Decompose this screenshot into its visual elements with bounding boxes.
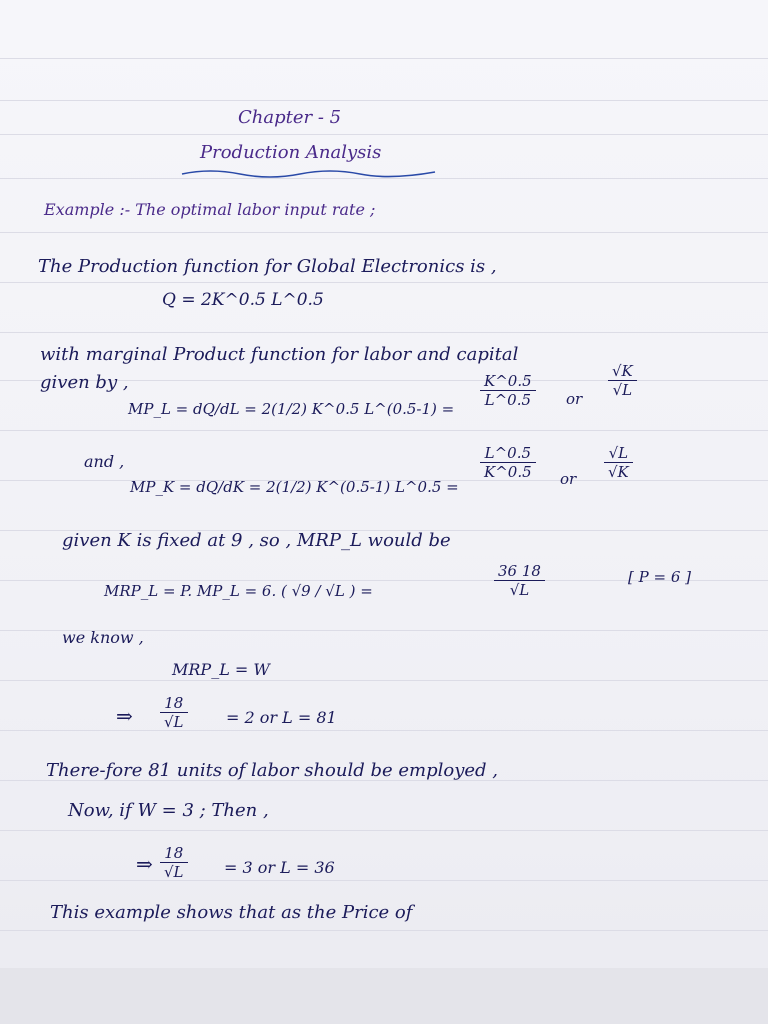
ruled-line bbox=[0, 730, 768, 731]
fraction-denominator: √K bbox=[608, 463, 629, 481]
fraction-numerator: L^0.5 bbox=[480, 444, 536, 463]
fraction-denominator: √L bbox=[509, 581, 530, 599]
text-line: given K is fixed at 9 , so , MRP_L would be bbox=[62, 530, 451, 551]
fraction-denominator: √L bbox=[164, 863, 184, 881]
mrpl-equation: MRP_L = P. MP_L = 6. ( √9 / √L ) = bbox=[104, 582, 373, 600]
fraction-numerator: 18 bbox=[160, 844, 188, 863]
text-line: with marginal Product function for labor and capital bbox=[40, 344, 519, 365]
ruled-line bbox=[0, 332, 768, 333]
and-label: and , bbox=[84, 452, 125, 471]
production-function: Q = 2K^0.5 L^0.5 bbox=[162, 290, 324, 310]
text-line: Now, if W = 3 ; Then , bbox=[68, 800, 269, 821]
fraction-denominator: √L bbox=[164, 713, 184, 731]
page-bottom-edge bbox=[0, 968, 768, 1024]
text-line: we know , bbox=[62, 628, 144, 647]
ruled-line bbox=[0, 430, 768, 431]
heading-underline bbox=[180, 166, 440, 180]
mpk-fraction bbox=[480, 444, 536, 481]
fraction-numerator: √L bbox=[604, 444, 633, 463]
ruled-line bbox=[0, 58, 768, 59]
mpk-fraction-2 bbox=[604, 444, 633, 481]
fraction-denominator: √L bbox=[612, 381, 633, 399]
fraction-denominator: K^0.5 bbox=[484, 463, 532, 481]
ruled-line bbox=[0, 100, 768, 101]
mpk-equation: MP_K = dQ/dK = 2(1/2) K^(0.5-1) L^0.5 = bbox=[130, 478, 459, 496]
text-line: This example shows that as the Price of bbox=[50, 902, 413, 923]
text-line: given by , bbox=[40, 372, 129, 393]
ruled-line bbox=[0, 830, 768, 831]
implies-arrow: ⇒ bbox=[136, 852, 153, 876]
chapter-heading: Chapter - 5 bbox=[238, 107, 342, 128]
ruled-line bbox=[0, 930, 768, 931]
topic-heading: Production Analysis bbox=[200, 142, 382, 163]
fraction-numerator: K^0.5 bbox=[480, 372, 536, 391]
price-note: [ P = 6 ] bbox=[628, 568, 691, 586]
mpl-fraction bbox=[480, 372, 536, 409]
fraction-numerator: √K bbox=[608, 362, 637, 381]
ruled-line bbox=[0, 232, 768, 233]
text-line: The Production function for Global Electronics is , bbox=[38, 256, 497, 277]
text-line: There-fore 81 units of labor should be employed , bbox=[46, 760, 499, 781]
ruled-line bbox=[0, 680, 768, 681]
fraction-denominator: L^0.5 bbox=[484, 391, 532, 409]
fraction-numerator: 36 18 bbox=[494, 562, 545, 581]
wage-fraction bbox=[160, 694, 188, 731]
implies-arrow: ⇒ bbox=[116, 704, 133, 728]
equation-result: = 2 or L = 81 bbox=[226, 708, 337, 727]
ruled-line bbox=[0, 282, 768, 283]
or-label: or bbox=[566, 390, 583, 408]
ruled-line bbox=[0, 880, 768, 881]
mpl-equation: MP_L = dQ/dL = 2(1/2) K^0.5 L^(0.5-1) = bbox=[128, 400, 455, 418]
equation-result: = 3 or L = 36 bbox=[224, 858, 335, 877]
or-label: or bbox=[560, 470, 577, 488]
text-line: MRP_L = W bbox=[172, 660, 270, 679]
example-title: Example :- The optimal labor input rate ; bbox=[44, 200, 376, 219]
mpl-fraction-2 bbox=[608, 362, 637, 399]
wage-fraction bbox=[160, 844, 188, 881]
mrpl-fraction bbox=[494, 562, 545, 599]
fraction-numerator: 18 bbox=[160, 694, 188, 713]
ruled-line bbox=[0, 134, 768, 135]
